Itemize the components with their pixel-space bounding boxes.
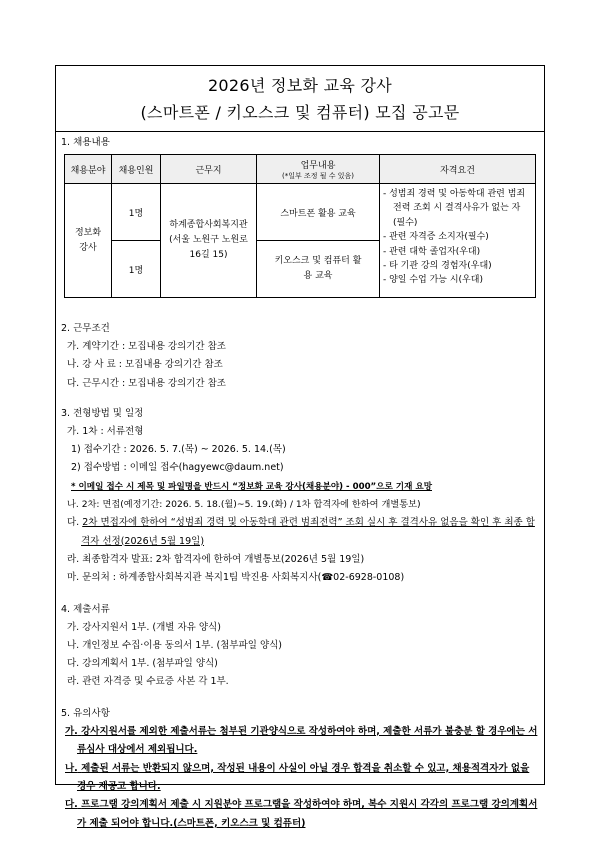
- cell-duty: 스마트폰 활용 교육: [257, 184, 380, 241]
- caution-note: [61, 760, 538, 797]
- caution-note-text: 프로그램 강의계획서 제출 시 지원분야 프로그램을 작성하여야 하며, 복수 지원시 각각의 프로그램 강의계획서가 제출 되어야 합니다.(스마트폰, 키오스크 및 컴퓨터): [77, 799, 538, 829]
- table-row: [65, 184, 536, 241]
- header-field: 채용분야: [65, 155, 112, 184]
- header-duty-note: (*일부 조정 될 수 있음): [282, 171, 354, 180]
- section-2-heading: 2. 근무조건: [61, 323, 110, 334]
- header-workplace: 근무지: [161, 155, 257, 184]
- section-5-heading: 5. 유의사항: [61, 707, 110, 719]
- cell-qualifications: [380, 184, 536, 298]
- document-item: 가. 강사지원서 1부. (개별 자유 양식): [67, 621, 221, 633]
- section-1-heading: 1. 채용내용: [61, 137, 110, 148]
- stage-2: 나. 2차: 면접(예정기간: 2026. 5. 18.(월)~5. 19.(화) / 1차 합격자에 한하여 개별통보): [67, 499, 421, 511]
- caution-note-prefix: 다.: [65, 799, 78, 811]
- background-check: [61, 514, 538, 551]
- qualification-item: - 타 기관 강의 경험자(우대): [383, 261, 492, 272]
- condition-item: 다. 근무시간 : 모집내용 강의기간 참조: [67, 377, 226, 389]
- header-duty-label: 업무내용: [300, 160, 336, 171]
- qualification-item: - 양일 수업 가능 시(우대): [383, 275, 483, 286]
- background-check-text: 2차 면접자에 한하여 “성범죄 경력 및 아동학대 관련 범죄전력” 조회 실시 후 결격사유 없음을 확인 후 최종 합격자 선정(2026년 5월 19일): [81, 517, 535, 547]
- cell-duty: 키오스크 및 컴퓨터 활용 교육: [257, 241, 380, 298]
- document-item: 나. 개인정보 수집·이용 동의서 1부. (첨부파일 양식): [67, 639, 282, 651]
- caution-note: [61, 796, 538, 833]
- caution-note-prefix: 가.: [65, 725, 78, 737]
- cell-count: 1명: [112, 241, 161, 298]
- final-announcement: 라. 최종합격자 발표: 2차 합격자에 한하여 개별통보(2026년 5월 19일): [67, 553, 365, 565]
- condition-item: 나. 강 사 료 : 모집내용 강의기간 참조: [67, 359, 223, 371]
- contact-info: 마. 문의처 : 하계종합사회복지관 복지1팀 박진용 사회복지사(☎02-6928-0108): [67, 572, 405, 584]
- header-count: 채용인원: [112, 155, 161, 184]
- caution-note-prefix: 나.: [65, 762, 78, 774]
- header-duty: [257, 155, 380, 184]
- section-4-heading: 4. 제출서류: [61, 603, 110, 615]
- cell-workplace: 하계종합사회복지관 (서울 노원구 노원로 16길 15): [161, 184, 257, 298]
- table-header-row: [65, 155, 536, 184]
- section-3-heading: 3. 전형방법 및 일정: [61, 407, 144, 419]
- header-qualification: 자격요건: [380, 155, 536, 184]
- qualification-item: - 관련 자격증 소지자(필수): [383, 232, 489, 243]
- cell-count: 1명: [112, 184, 161, 241]
- condition-item: 가. 계약기간 : 모집내용 강의기간 참조: [67, 341, 226, 352]
- background-check-prefix: 다.: [67, 517, 80, 529]
- application-method: 2) 접수방법 : 이메일 접수(hagyewc@daum.net): [71, 462, 284, 474]
- document-item: 라. 관련 자격증 및 수료증 사본 각 1부.: [67, 676, 229, 688]
- notice-frame: [55, 65, 545, 829]
- title-line-2: (스마트폰 / 키오스크 및 컴퓨터) 모집 공고문: [140, 103, 460, 122]
- caution-note: [61, 723, 538, 760]
- title-line-1: 2026년 정보화 교육 강사: [207, 76, 393, 95]
- cell-field: 정보화 강사: [65, 184, 112, 298]
- notice-content: [56, 132, 544, 833]
- application-period: 1) 접수기간 : 2026. 5. 7.(목) ~ 2026. 5. 14.(목): [71, 444, 286, 456]
- email-note: * 이메일 접수 시 제목 및 파일명을 반드시 “정보화 교육 강사(채용분야) - 000”으로 기재 요망: [71, 481, 432, 492]
- qualification-item: - 관련 대학 졸업자(우대): [383, 246, 481, 257]
- title-box: [56, 66, 544, 132]
- caution-note-text: 제출된 서류는 반환되지 않으며, 작성된 내용이 사실이 아닐 경우 합격을 취소할 수 있고, 채용적격자가 없을 경우 재공고 합니다.: [77, 762, 530, 792]
- stage-1: 가. 1차 : 서류전형: [67, 425, 144, 437]
- qualification-item: - 성범죄 경력 및 아동학대 관련 범죄 전력 조회 시 결격사유가 없는 자(필수): [383, 189, 526, 228]
- caution-note-text: 강사지원서를 제외한 제출서류는 첨부된 기관양식으로 작성하여야 하며, 제출한 서류가 불충분 할 경우에는 서류심사 대상에서 제외됩니다.: [77, 725, 538, 756]
- document-item: 다. 강의계획서 1부. (첨부파일 양식): [67, 658, 218, 670]
- recruitment-table: [64, 154, 536, 298]
